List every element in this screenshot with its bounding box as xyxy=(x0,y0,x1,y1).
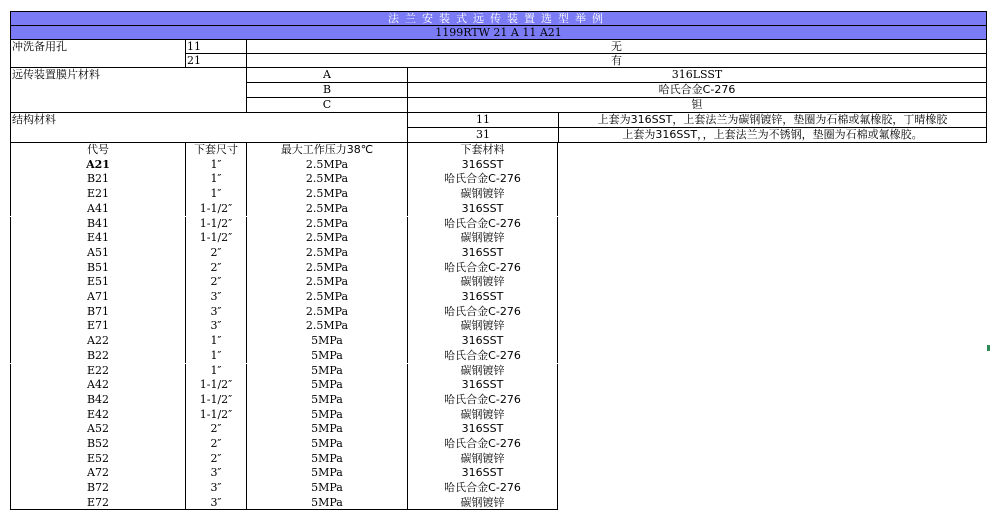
cell-code[interactable]: A42 xyxy=(10,378,185,393)
empty-cell[interactable] xyxy=(558,481,987,496)
header-code[interactable]: 代号 xyxy=(10,143,185,158)
empty-cell[interactable] xyxy=(558,319,987,334)
diaphragm-desc-cell[interactable]: 316LSST xyxy=(407,68,987,83)
table-row xyxy=(10,422,987,437)
cell-lower-material[interactable]: 碳钢镀锌 xyxy=(407,231,558,246)
cell-lower-material[interactable]: 碳钢镀锌 xyxy=(407,496,558,511)
table-row xyxy=(10,231,987,246)
cell-code[interactable]: E41 xyxy=(10,231,185,246)
cell-lower-size[interactable]: 1-1/2″ xyxy=(185,231,246,246)
cell-lower-size[interactable]: 1″ xyxy=(185,158,246,173)
empty-cell[interactable] xyxy=(558,305,987,320)
cell-lower-size[interactable]: 1″ xyxy=(185,349,246,364)
table-row xyxy=(10,290,987,305)
cell-max-pressure[interactable]: 5MPa xyxy=(246,408,407,423)
cell-code[interactable]: B41 xyxy=(10,217,185,232)
header-max-pressure[interactable]: 最大工作压力38℃ xyxy=(246,143,407,158)
flush-ports-desc-cell[interactable]: 有 xyxy=(246,54,987,68)
cell-lower-size[interactable]: 1-1/2″ xyxy=(185,378,246,393)
cell-lower-size[interactable]: 3″ xyxy=(185,290,246,305)
cell-lower-material[interactable]: 碳钢镀锌 xyxy=(407,275,558,290)
table-row xyxy=(10,481,987,496)
header-lower-material[interactable]: 下套材料 xyxy=(407,143,558,158)
empty-cell[interactable] xyxy=(558,275,987,290)
cell-code[interactable]: B51 xyxy=(10,261,185,276)
flush-ports-label[interactable]: 冲洗备用孔 xyxy=(10,40,185,54)
structure-code-cell[interactable]: 31 xyxy=(407,128,558,143)
cell-max-pressure[interactable]: 2.5MPa xyxy=(246,217,407,232)
cell-code[interactable]: E72 xyxy=(10,496,185,511)
table-row xyxy=(10,334,987,349)
empty-cell[interactable] xyxy=(558,217,987,232)
table-row xyxy=(10,246,987,261)
model-code-row xyxy=(10,26,987,40)
edge-marker xyxy=(987,345,990,351)
empty-cell[interactable] xyxy=(558,334,987,349)
title-row xyxy=(10,11,987,26)
cell-max-pressure[interactable]: 2.5MPa xyxy=(246,187,407,202)
cell-lower-material[interactable]: 316SST xyxy=(407,202,558,217)
cell-lower-material[interactable]: 316SST xyxy=(407,422,558,437)
empty-cell[interactable] xyxy=(558,466,987,481)
flush-ports-row-1 xyxy=(10,40,987,54)
table-row xyxy=(10,202,987,217)
cell-code[interactable]: B21 xyxy=(10,172,185,187)
empty-cell[interactable] xyxy=(558,452,987,467)
empty-cell[interactable] xyxy=(558,349,987,364)
cell-max-pressure[interactable]: 5MPa xyxy=(246,422,407,437)
cell-max-pressure[interactable]: 2.5MPa xyxy=(246,172,407,187)
cell-code[interactable]: E52 xyxy=(10,452,185,467)
table-row xyxy=(10,217,987,232)
cell-lower-size[interactable]: 3″ xyxy=(185,481,246,496)
cell-lower-material[interactable]: 316SST xyxy=(407,378,558,393)
empty-cell[interactable] xyxy=(10,54,185,68)
table-row xyxy=(10,408,987,423)
cell-max-pressure[interactable]: 5MPa xyxy=(246,437,407,452)
cell-code[interactable]: B42 xyxy=(10,393,185,408)
cell-max-pressure[interactable]: 5MPa xyxy=(246,334,407,349)
cell-lower-material[interactable]: 碳钢镀锌 xyxy=(407,319,558,334)
table-row xyxy=(10,393,987,408)
cell-lower-material[interactable]: 哈氏合金C-276 xyxy=(407,393,558,408)
cell-lower-material[interactable]: 哈氏合金C-276 xyxy=(407,481,558,496)
cell-lower-size[interactable]: 1″ xyxy=(185,334,246,349)
cell-lower-size[interactable]: 1-1/2″ xyxy=(185,408,246,423)
cell-code[interactable]: B22 xyxy=(10,349,185,364)
empty-cell[interactable] xyxy=(10,128,407,143)
empty-cell[interactable] xyxy=(558,187,987,202)
table-row xyxy=(10,275,987,290)
cell-lower-size[interactable]: 2″ xyxy=(185,261,246,276)
diaphragm-code-cell[interactable]: C xyxy=(246,98,407,113)
empty-cell[interactable] xyxy=(558,393,987,408)
cell-code[interactable]: A52 xyxy=(10,422,185,437)
cell-max-pressure[interactable]: 5MPa xyxy=(246,466,407,481)
empty-cell[interactable] xyxy=(558,172,987,187)
cell-lower-size[interactable]: 2″ xyxy=(185,437,246,452)
empty-cell[interactable] xyxy=(558,143,987,158)
table-row xyxy=(10,172,987,187)
diaphragm-row-1 xyxy=(10,68,987,83)
structure-label[interactable]: 结构材料 xyxy=(10,113,407,128)
diaphragm-code-cell[interactable]: A xyxy=(246,68,407,83)
sheet-title[interactable]: 法兰安装式远传装置选型举例 xyxy=(10,11,987,26)
cell-max-pressure[interactable]: 2.5MPa xyxy=(246,319,407,334)
table-row xyxy=(10,187,987,202)
cell-lower-size[interactable]: 1″ xyxy=(185,172,246,187)
cell-lower-material[interactable]: 316SST xyxy=(407,158,558,173)
cell-lower-material[interactable]: 哈氏合金C-276 xyxy=(407,261,558,276)
cell-lower-material[interactable]: 哈氏合金C-276 xyxy=(407,437,558,452)
empty-cell[interactable] xyxy=(558,231,987,246)
diaphragm-desc-cell[interactable]: 哈氏合金C-276 xyxy=(407,83,987,98)
structure-code-cell[interactable]: 11 xyxy=(407,113,558,128)
cell-code[interactable]: B71 xyxy=(10,305,185,320)
cell-lower-size[interactable]: 3″ xyxy=(185,319,246,334)
cell-code[interactable]: A21 xyxy=(10,158,185,173)
table-row xyxy=(10,496,987,511)
empty-cell[interactable] xyxy=(558,202,987,217)
table-row xyxy=(10,452,987,467)
cell-lower-size[interactable]: 2″ xyxy=(185,275,246,290)
structure-desc-cell[interactable]: 上套为316SST，，上套法兰为不锈钢，垫圈为石棉或氟橡胶。 xyxy=(558,128,987,143)
diaphragm-row-3 xyxy=(10,98,987,113)
cell-lower-material[interactable]: 哈氏合金C-276 xyxy=(407,172,558,187)
empty-cell[interactable] xyxy=(558,290,987,305)
cell-max-pressure[interactable]: 2.5MPa xyxy=(246,246,407,261)
cell-code[interactable]: E22 xyxy=(10,364,185,379)
table-row xyxy=(10,364,987,379)
flush-ports-code-cell[interactable]: 11 xyxy=(185,40,246,54)
cell-max-pressure[interactable]: 5MPa xyxy=(246,378,407,393)
diaphragm-row-2 xyxy=(10,83,987,98)
cell-lower-size[interactable]: 3″ xyxy=(185,466,246,481)
cell-max-pressure[interactable]: 2.5MPa xyxy=(246,275,407,290)
cell-max-pressure[interactable]: 5MPa xyxy=(246,452,407,467)
cell-code[interactable]: E51 xyxy=(10,275,185,290)
cell-lower-material[interactable]: 316SST xyxy=(407,290,558,305)
cell-lower-material[interactable]: 哈氏合金C-276 xyxy=(407,349,558,364)
empty-cell[interactable] xyxy=(558,437,987,452)
cell-max-pressure[interactable]: 5MPa xyxy=(246,496,407,511)
cell-code[interactable]: E42 xyxy=(10,408,185,423)
table-row xyxy=(10,437,987,452)
flush-ports-row-2 xyxy=(10,54,987,68)
cell-max-pressure[interactable]: 2.5MPa xyxy=(246,290,407,305)
cell-lower-size[interactable]: 3″ xyxy=(185,305,246,320)
cell-max-pressure[interactable]: 5MPa xyxy=(246,481,407,496)
cell-lower-material[interactable]: 碳钢镀锌 xyxy=(407,452,558,467)
table-row xyxy=(10,261,987,276)
cell-code[interactable]: B52 xyxy=(10,437,185,452)
flush-ports-code-cell[interactable]: 21 xyxy=(185,54,246,68)
cell-lower-size[interactable]: 1-1/2″ xyxy=(185,393,246,408)
cell-code[interactable]: A72 xyxy=(10,466,185,481)
cell-max-pressure[interactable]: 5MPa xyxy=(246,349,407,364)
cell-lower-material[interactable]: 316SST xyxy=(407,334,558,349)
empty-cell[interactable] xyxy=(10,83,246,98)
empty-cell[interactable] xyxy=(558,408,987,423)
table-row xyxy=(10,305,987,320)
cell-code[interactable]: E71 xyxy=(10,319,185,334)
table-row xyxy=(10,349,987,364)
cell-lower-material[interactable]: 碳钢镀锌 xyxy=(407,364,558,379)
empty-cell[interactable] xyxy=(558,158,987,173)
structure-row-1 xyxy=(10,113,987,128)
diaphragm-desc-cell[interactable]: 钽 xyxy=(407,98,987,113)
flush-ports-desc-cell[interactable]: 无 xyxy=(246,40,987,54)
table-header-row xyxy=(10,143,987,158)
cell-lower-material[interactable]: 哈氏合金C-276 xyxy=(407,217,558,232)
structure-row-2 xyxy=(10,128,987,143)
cell-max-pressure[interactable]: 2.5MPa xyxy=(246,231,407,246)
table-row xyxy=(10,158,987,173)
empty-cell[interactable] xyxy=(10,98,246,113)
structure-desc-cell[interactable]: 上套为316SST，上套法兰为碳钢镀锌，垫圈为石棉或氟橡胶，丁晴橡胶 xyxy=(558,113,987,128)
empty-cell[interactable] xyxy=(558,364,987,379)
table-row xyxy=(10,466,987,481)
cell-lower-size[interactable]: 1-1/2″ xyxy=(185,202,246,217)
table-row xyxy=(10,319,987,334)
cell-lower-size[interactable]: 1-1/2″ xyxy=(185,217,246,232)
cell-max-pressure[interactable]: 2.5MPa xyxy=(246,305,407,320)
cell-code[interactable]: A71 xyxy=(10,290,185,305)
cell-lower-material[interactable]: 碳钢镀锌 xyxy=(407,408,558,423)
empty-cell[interactable] xyxy=(558,378,987,393)
cell-code[interactable]: E21 xyxy=(10,187,185,202)
cell-code[interactable]: A41 xyxy=(10,202,185,217)
empty-cell[interactable] xyxy=(558,261,987,276)
cell-lower-material[interactable]: 碳钢镀锌 xyxy=(407,187,558,202)
table-row xyxy=(10,378,987,393)
cell-code[interactable]: A51 xyxy=(10,246,185,261)
model-code[interactable]: 1199RTW 21 A 11 A21 xyxy=(10,26,987,40)
diaphragm-code-cell[interactable]: B xyxy=(246,83,407,98)
cell-max-pressure[interactable]: 2.5MPa xyxy=(246,261,407,276)
cell-lower-size[interactable]: 2″ xyxy=(185,452,246,467)
header-lower-size[interactable]: 下套尺寸 xyxy=(185,143,246,158)
cell-lower-size[interactable]: 3″ xyxy=(185,496,246,511)
cell-max-pressure[interactable]: 2.5MPa xyxy=(246,158,407,173)
cell-lower-size[interactable]: 1″ xyxy=(185,187,246,202)
cell-lower-size[interactable]: 1″ xyxy=(185,364,246,379)
empty-cell[interactable] xyxy=(558,496,987,511)
empty-cell[interactable] xyxy=(558,246,987,261)
cell-lower-size[interactable]: 2″ xyxy=(185,422,246,437)
cell-code[interactable]: B72 xyxy=(10,481,185,496)
cell-lower-material[interactable]: 316SST xyxy=(407,466,558,481)
cell-lower-size[interactable]: 2″ xyxy=(185,246,246,261)
cell-max-pressure[interactable]: 5MPa xyxy=(246,364,407,379)
empty-cell[interactable] xyxy=(558,422,987,437)
cell-code[interactable]: A22 xyxy=(10,334,185,349)
cell-max-pressure[interactable]: 2.5MPa xyxy=(246,202,407,217)
cell-lower-material[interactable]: 316SST xyxy=(407,246,558,261)
diaphragm-label[interactable]: 远传装置膜片材料 xyxy=(10,68,246,83)
cell-max-pressure[interactable]: 5MPa xyxy=(246,393,407,408)
cell-lower-material[interactable]: 哈氏合金C-276 xyxy=(407,305,558,320)
